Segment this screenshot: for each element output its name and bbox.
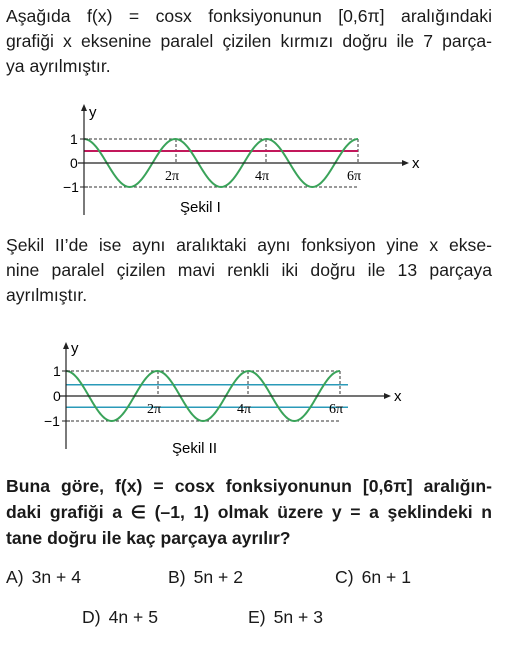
option-label: C): [335, 567, 354, 587]
question-line: Buna göre, f(x) = cosx fonksiyonunun [0,6π] aralığın-: [6, 476, 492, 496]
y-tick-label: 0: [70, 155, 78, 171]
option-text: 5n + 2: [193, 567, 243, 587]
intro-line: ya ayrılmıştır.: [6, 56, 111, 76]
x-tick-label: 4π: [255, 169, 270, 184]
second-paragraph: [6, 233, 492, 308]
question-line: tane doğru ile kaç parçaya ayrılır?: [6, 528, 291, 548]
y-tick-label: 1: [70, 131, 78, 147]
intro-line: Aşağıda f(x) = cosx fonksiyonunun [0,6π] aralığındaki: [6, 6, 492, 26]
option-label: B): [168, 567, 186, 587]
x-tick-label: 6π: [347, 169, 362, 184]
x-tick-label: 6π: [329, 402, 344, 417]
option-label: A): [6, 567, 24, 587]
figure-2-graph: [0, 337, 519, 457]
figure-caption: Şekil II: [172, 440, 218, 457]
option-label: E): [248, 607, 266, 627]
option-e[interactable]: [248, 607, 323, 628]
x-tick-label: 2π: [147, 402, 162, 417]
figure-2: [0, 337, 519, 457]
y-tick-label: −1: [63, 179, 79, 195]
intro-line: grafiği x eksenine paralel çizilen kırmızı doğru ile 7 parça-: [6, 31, 492, 51]
option-text: 5n + 3: [273, 607, 323, 627]
second-line: ayrılmıştır.: [6, 285, 88, 305]
option-text: 3n + 4: [31, 567, 81, 587]
y-tick-label: 1: [53, 363, 61, 379]
option-text: 4n + 5: [108, 607, 158, 627]
y-axis-label: y: [71, 340, 79, 357]
second-line: nine paralel çizilen mavi renkli iki doğru ile 13 parçaya: [6, 260, 492, 280]
second-line: Şekil II’de ise aynı aralıktaki aynı fonksiyon yine x ekse-: [6, 235, 492, 255]
y-axis-arrow-icon: [81, 104, 87, 111]
option-text: 6n + 1: [361, 567, 411, 587]
y-axis-label: y: [89, 104, 97, 121]
option-label: D): [82, 607, 101, 627]
option-d[interactable]: [82, 607, 158, 628]
intro-paragraph: [6, 4, 492, 79]
x-axis-label: x: [394, 388, 402, 405]
y-tick-label: −1: [44, 413, 60, 429]
question-paragraph: [6, 473, 492, 551]
x-tick-label: 4π: [237, 402, 252, 417]
figure-1-graph: [0, 103, 519, 221]
figure-1: [0, 103, 519, 221]
option-b[interactable]: [168, 567, 243, 588]
figure-caption: Şekil I: [180, 199, 221, 216]
option-c[interactable]: [335, 567, 411, 588]
y-tick-label: 0: [53, 388, 61, 404]
x-axis-arrow-icon: [384, 393, 391, 399]
y-axis-arrow-icon: [63, 342, 69, 349]
option-a[interactable]: [6, 567, 81, 588]
x-tick-label: 2π: [165, 169, 180, 184]
x-axis-arrow-icon: [402, 160, 409, 166]
question-line: daki grafiği a ∈ (–1, 1) olmak üzere y = a şeklindeki n: [6, 502, 492, 522]
x-axis-label: x: [412, 155, 420, 172]
